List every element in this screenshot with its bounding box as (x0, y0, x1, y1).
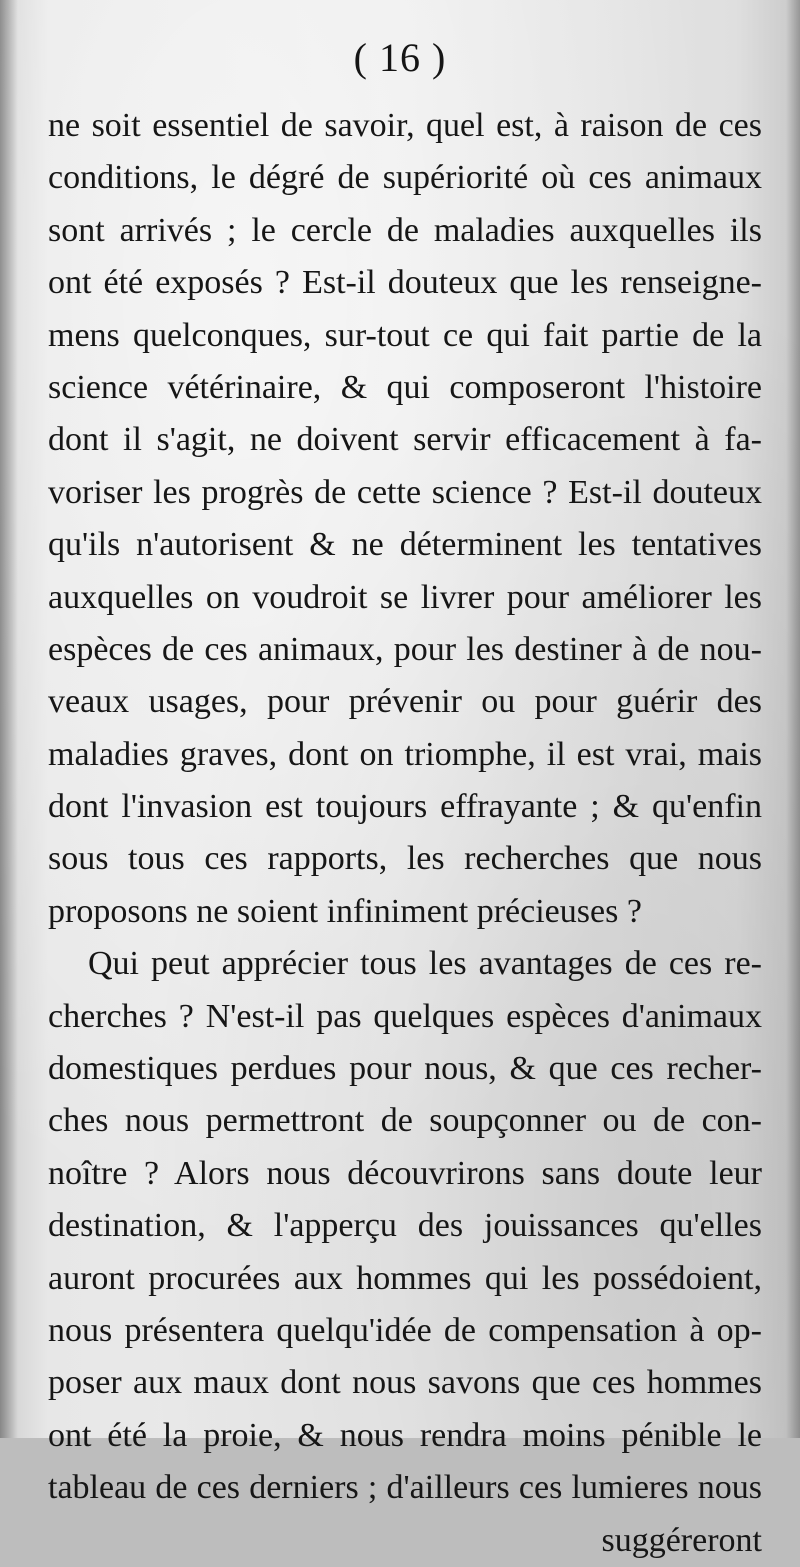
text-line: science vétérinaire, & qui composeront l'histoire (48, 368, 762, 406)
text-line: sous tous ces rapports, les recherches que nous (48, 840, 762, 878)
text-line: poser aux maux dont nous savons que ces hommes (48, 1364, 762, 1402)
page-number: ( 16 ) (353, 35, 447, 80)
text-line: espèces de ces animaux, pour les destiner à de nou- (48, 630, 762, 668)
text-line: maladies graves, dont on triomphe, il est vrai, mais (48, 735, 762, 773)
text-line: conditions, le dégré de supériorité où ces animaux (48, 159, 762, 197)
text-line: auxquelles on voudroit se livrer pour améliorer les (48, 578, 762, 616)
text-line: ont été exposés ? Est-il douteux que les renseigne- (48, 264, 762, 302)
text-line: dont l'invasion est toujours effrayante ; & qu'enfin (48, 788, 762, 826)
text-line: auront procurées aux hommes qui les possédoient, (48, 1259, 762, 1297)
catchword: suggéreront (601, 1521, 762, 1559)
text-line: proposons ne soient infiniment précieuses ? (48, 892, 642, 930)
text-line: cherches ? N'est-il pas quelques espèces d'animaux (48, 997, 762, 1035)
text-line: domestiques perdues pour nous, & que ces recher- (48, 1050, 762, 1088)
text-line: nous présentera quelqu'idée de compensation à op- (48, 1311, 762, 1349)
text-line: mens quelconques, sur-tout ce qui fait partie de la (48, 316, 762, 354)
text-line: voriser les progrès de cette science ? Est-il douteux (48, 473, 762, 511)
text-line: qu'ils n'autorisent & ne déterminent les tentatives (48, 526, 762, 564)
text-line: veaux usages, pour prévenir ou pour guérir des (48, 683, 762, 721)
body-text (48, 100, 762, 1567)
text-line: destination, & l'apperçu des jouissances qu'elles (48, 1207, 762, 1245)
text-line: sont arrivés ; le cercle de maladies auxquelles ils (48, 211, 762, 249)
text-line: dont il s'agit, ne doivent servir efficacement à fa- (48, 421, 762, 459)
text-line: ches nous permettront de soupçonner ou de con- (48, 1102, 762, 1140)
text-line: ont été la proie, & nous rendra moins pénible le (48, 1416, 762, 1454)
text-line: tableau de ces derniers ; d'ailleurs ces lumieres nous (48, 1469, 762, 1507)
text-line: ne soit essentiel de savoir, quel est, à raison de ces (48, 107, 762, 144)
text-line: Qui peut apprécier tous les avantages de ces re- (88, 945, 762, 983)
text-line: noître ? Alors nous découvrirons sans doute leur (48, 1154, 762, 1192)
